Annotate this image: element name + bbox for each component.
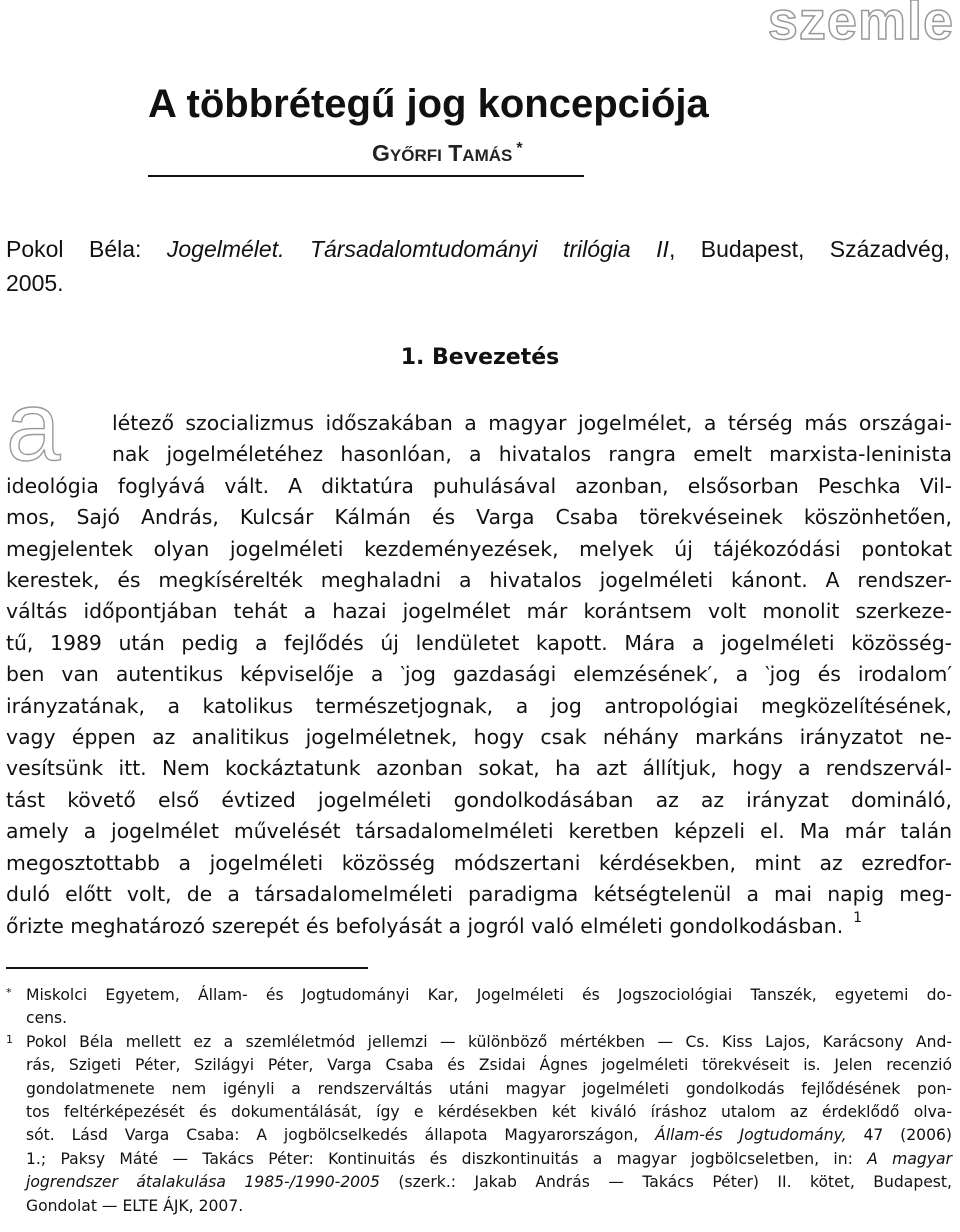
footnote-line-7	[6, 1171, 952, 1194]
footnote-text: (szerk.: Jakab András — Takács Péter) II. kötet, Budapest,	[379, 1173, 952, 1192]
biblio-suffix: , Budapest, Századvég,	[668, 236, 950, 262]
body-line: megjelentek olyan jogelméleti kezdeményezések, melyek új tájékozódási pontokat	[6, 536, 952, 561]
reviewed-book-reference	[6, 232, 950, 300]
footnote-reference-1[interactable]: 1	[853, 909, 863, 926]
footnote-journal-title: Állam-és Jogtudomány,	[655, 1126, 847, 1145]
body-line: kerestek, és megkísérelték meghaladni a hivatalos jogelméleti kánont. A rendszer-	[6, 568, 952, 593]
footnote-book-title: A magyar	[867, 1149, 952, 1168]
body-line: vesítsünk itt. Nem kockáztatunk azonban sokat, ha azt állítjuk, hogy a rendszervál-	[6, 756, 952, 781]
body-line: irányzatának, a katolikus természetjognak, a jog antropológiai megközelítésének,	[6, 693, 952, 718]
body-paragraph	[6, 408, 952, 942]
footnote-text: sót. Lásd Varga Csaba: A jogbölcselkedés állapota Magyarországon,	[26, 1126, 656, 1145]
body-line: megosztottabb a jogelméleti közösség módszertani kérdésekben, mint az ezredfor-	[6, 850, 952, 875]
footnote-separator	[6, 967, 368, 969]
author-footnote-mark: *	[516, 140, 523, 157]
author-initial-last: T	[448, 140, 463, 166]
footnote-text: 47 (2006)	[846, 1126, 953, 1145]
body-line: duló előtt volt, de a társadalomelméleti paradigma kétségtelenül a mai napig meg-	[6, 882, 952, 907]
footnote-1-line	[6, 1031, 952, 1054]
biblio-book-title: Jogelmélet. Társadalomtudományi trilógia II	[166, 236, 669, 262]
body-line: váltás időpontjában tehát a hazai jogelmélet már korántsem volt monolit szerkeze-	[6, 599, 952, 624]
biblio-year: 2005.	[6, 270, 64, 296]
footnote-text: 1.; Paksy Máté — Takács Péter: Kontinuitás és diszkontinuitás a magyar jogbölcseletben, in:	[26, 1149, 868, 1168]
author-rest-last: AMÁS	[462, 146, 513, 165]
footnote-text: tos feltérképezését és dokumentálását, így e kérdésekben két kiváló íráshoz utalom az érdeklődő olva-	[26, 1103, 952, 1122]
author-initial-first: G	[372, 140, 390, 166]
body-line: ben van autentikus képviselője a ‵jog gazdasági elemzésének′, a ‵jog és irodalom′	[6, 662, 952, 687]
title-underline	[148, 175, 584, 177]
drop-cap-letter: a	[6, 371, 61, 481]
footnote-text: rás, Szigeti Péter, Szilágyi Péter, Varga Csaba és Zsidai Ágnes jogelméleti törekvéseit is. Jelen recenzió	[26, 1056, 952, 1075]
footnote-line-6	[6, 1148, 952, 1171]
footnotes	[6, 984, 952, 1218]
footnote-star-mark: *	[6, 986, 12, 999]
article-author	[372, 138, 523, 171]
body-line: létező szocializmus időszakában a magyar jogelmélet, a térség más országai-	[112, 411, 952, 435]
article-title: A többrétegű jog koncepciója	[148, 82, 709, 126]
body-line: tű, 1989 után pedig a fejlődés új lendületet kapott. Mára a jogelméleti közösség-	[6, 630, 952, 655]
footnote-line-5	[6, 1124, 952, 1147]
body-line: őrizte meghatározó szerepét és befolyását a jogról való elméleti gondolkodásban.	[6, 913, 844, 938]
footnote-book-title: jogrendszer átalakulása 1985-/1990-2005	[26, 1173, 380, 1192]
section-heading: 1. Bevezetés	[400, 345, 560, 370]
body-line: vagy éppen az analitikus jogelméletnek, hogy csak néhány markáns irányzatot ne-	[6, 725, 952, 750]
body-line: tást követő első évtized jogelméleti gondolkodásában az az irányzat domináló,	[6, 787, 952, 812]
footnote-1-mark: 1	[6, 1032, 13, 1046]
body-line: mos, Sajó András, Kulcsár Kálmán és Varga Csaba törekvéseinek köszönhetően,	[6, 505, 952, 530]
footnote-text: Pokol Béla mellett ez a szemléletmód jellemzi — különböző mértékben — Cs. Kiss Lajos, Karácsony And-	[26, 1032, 952, 1051]
body-line: ideológia foglyává vált. A diktatúra puhulásával azonban, elsősorban Peschka Vil-	[6, 473, 952, 498]
footnote-text: Miskolci Egyetem, Állam- és Jogtudományi Kar, Jogelméleti és Jogszociológiai Tanszék, egyetemi do-	[26, 986, 952, 1004]
body-line: nak jogelméletéhez hasonlóan, a hivatalos rangra emelt marxista-leninista	[112, 442, 952, 467]
biblio-prefix: Pokol Béla:	[6, 236, 167, 262]
body-line: amely a jogelmélet művelését társadalomelméleti keretben képzeli el. Ma már talán	[6, 819, 952, 844]
footnote-text: cens.	[26, 1009, 68, 1028]
journal-brand-logo: szemle	[767, 0, 954, 51]
body-line-last	[6, 911, 952, 942]
author-rest-first: YŐRFI	[389, 146, 442, 165]
footnote-text: Gondolat — ELTE ÁJK, 2007.	[26, 1196, 244, 1215]
footnote-star-line	[6, 984, 952, 1007]
footnote-text: gondolatmenete nem igényli a rendszerváltás utáni magyar jogelméleti gondolkodás fejlődésének pon-	[26, 1079, 952, 1098]
